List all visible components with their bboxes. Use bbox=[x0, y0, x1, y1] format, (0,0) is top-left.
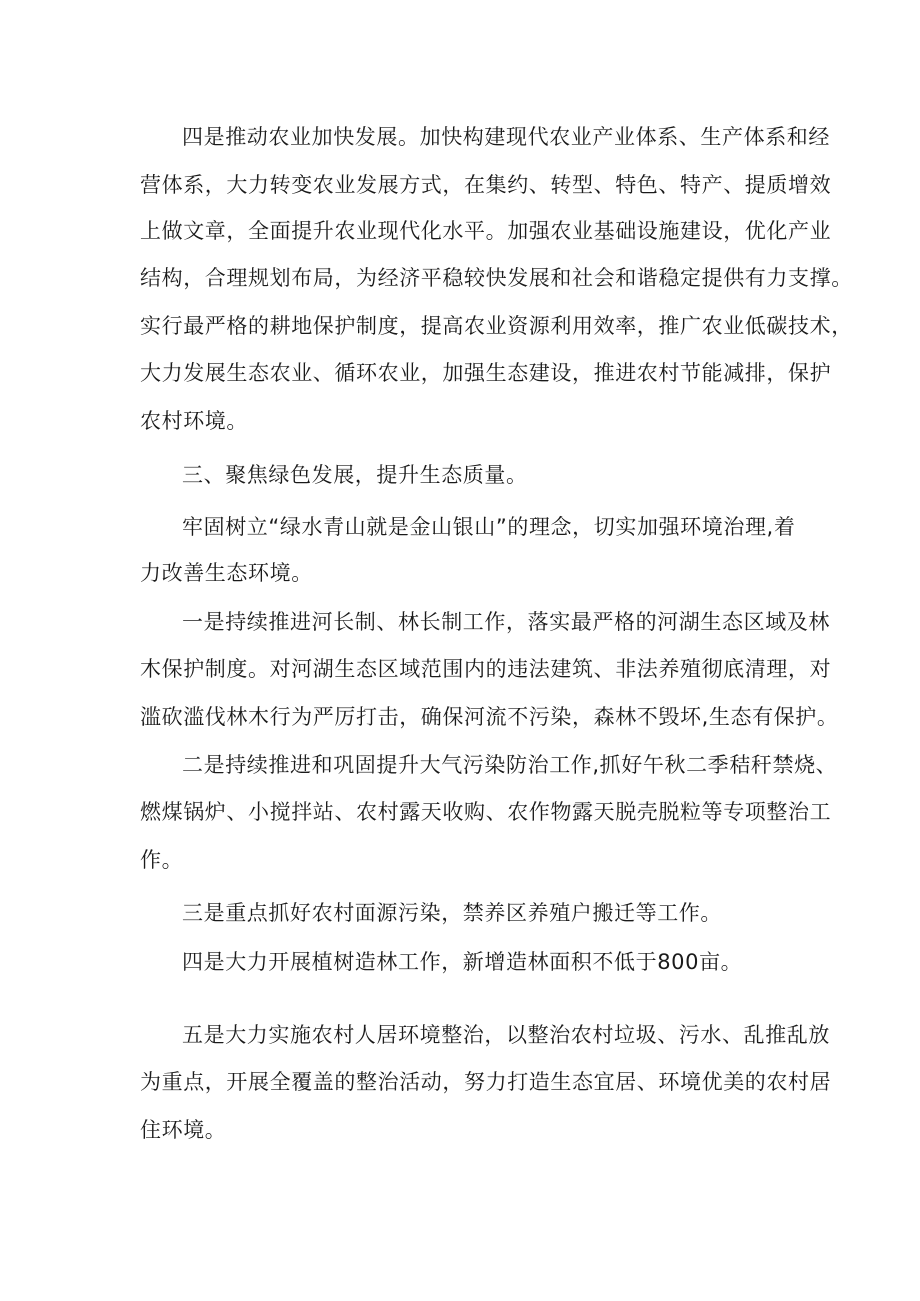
text-line: 农村环境。 bbox=[140, 409, 248, 433]
text-line: 燃煤锅炉、小搅拌站、农村露天收购、农作物露天脱壳脱粒等专项整治工 bbox=[140, 800, 832, 824]
text-line: 木保护制度。对河湖生态区域范围内的违法建筑、非法养殖彻底清理，对 bbox=[140, 657, 832, 681]
text-line: 大力发展生态农业、循环农业，加强生态建设，推进农村节能减排，保护 bbox=[140, 361, 832, 385]
text-line: 为重点，开展全覆盖的整治活动，努力打造生态宜居、环境优美的农村居 bbox=[140, 1070, 832, 1094]
text-line: 住环境。 bbox=[140, 1118, 227, 1142]
text-line: 结构，合理规划布局，为经济平稳较快发展和社会和谐稳定提供有力支撑。 bbox=[140, 266, 853, 290]
text-line: 四是大力开展植树造林工作，新增造林面积不低于800亩。 bbox=[182, 950, 743, 974]
text-line: 力改善生态环境。 bbox=[140, 561, 313, 585]
text-line: 作。 bbox=[140, 848, 184, 872]
text-line: 三是重点抓好农村面源污染，禁养区养殖户搬迁等工作。 bbox=[182, 901, 722, 925]
text-line: 营体系，大力转变农业发展方式，在集约、转型、特色、特产、提质增效 bbox=[140, 173, 832, 197]
text-line: 四是推动农业加快发展。加快构建现代农业产业体系、生产体系和经 bbox=[182, 125, 830, 149]
text-line: 一是持续推进河长制、林长制工作，落实最严格的河湖生态区域及林 bbox=[182, 610, 830, 634]
text-line: 滥砍滥伐林木行为严厉打击，确保河流不污染，森林不毁坏,生态有保护。 bbox=[140, 705, 839, 729]
text-line: 五是大力实施农村人居环境整治，以整治农村垃圾、污水、乱推乱放 bbox=[182, 1023, 830, 1047]
text-line: 二是持续推进和巩固提升大气污染防治工作,抓好午秋二季秸秆禁烧、 bbox=[182, 753, 838, 777]
text-line: 实行最严格的耕地保护制度，提高农业资源利用效率，推广农业低碳技术， bbox=[140, 314, 853, 338]
text-line: 牢固树立“绿水青山就是金山银山”的理念，切实加强环境治理,着 bbox=[182, 515, 796, 539]
section-heading-text: 三、聚焦绿色发展，提升生态质量。 bbox=[182, 463, 528, 487]
text-line: 上做文章，全面提升农业现代化水平。加强农业基础设施建设，优化产业 bbox=[140, 219, 832, 243]
